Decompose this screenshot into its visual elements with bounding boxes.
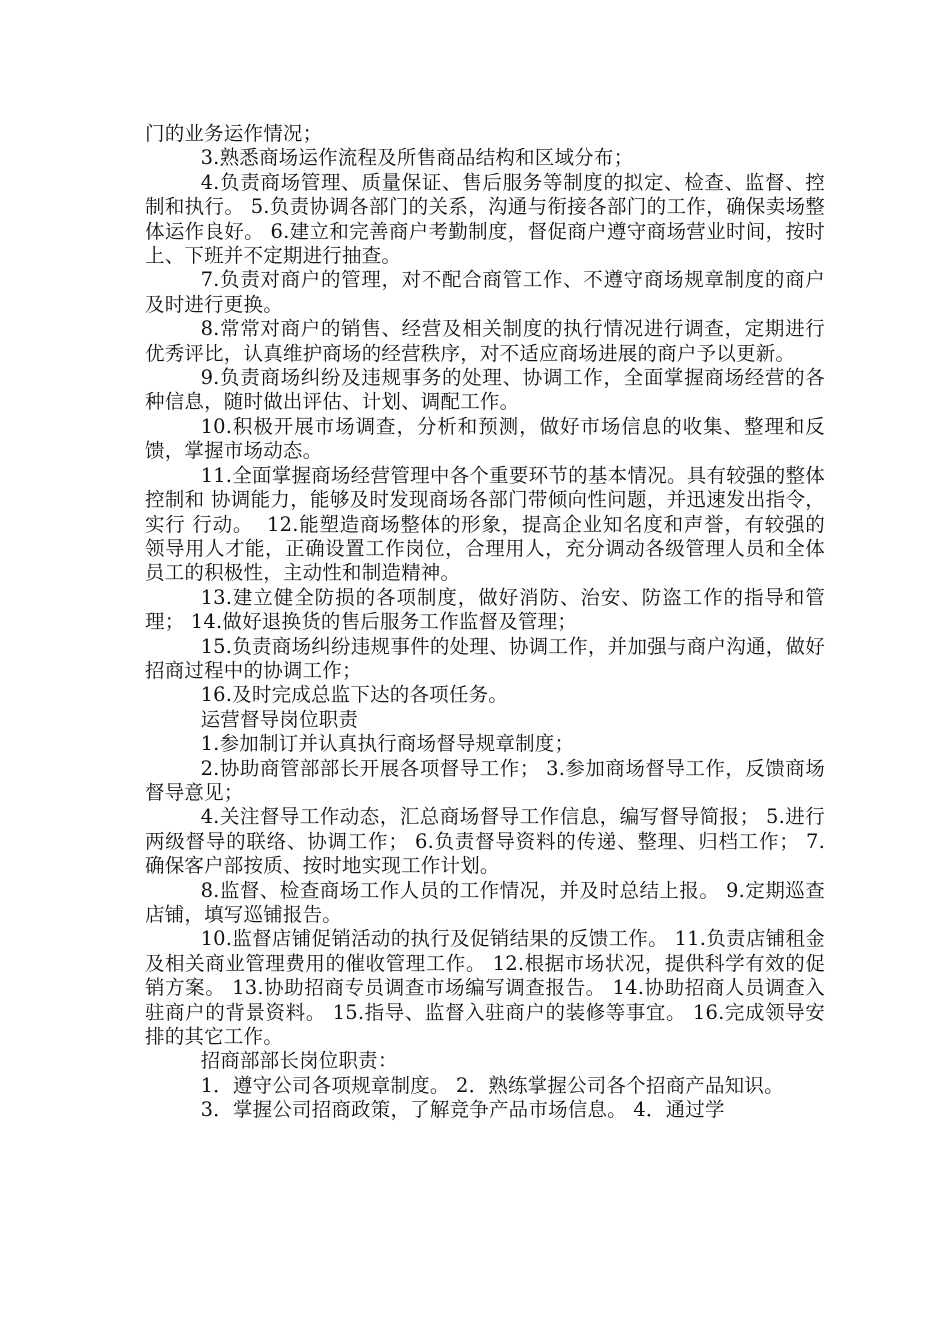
paragraph-7: 10.积极开展市场调查，分析和预测，做好市场信息的收集、整理和反馈，掌握市场动态。 [145,414,825,463]
paragraph-16: 8.监督、检查商场工作人员的工作情况，并及时总结上报。 9.定期巡查店铺，填写巡铺报告。 [145,878,825,926]
paragraph-2: 3.熟悉商场运作流程及所售商品结构和区域分布； [200,146,634,170]
section-heading-operations-supervisor: 运营督导岗位职责 [200,707,359,731]
paragraph-14: 2.协助商管部部长开展各项督导工作； 3.参加商场督导工作，反馈商场督导意见； [145,756,825,804]
paragraph-17: 10.监督店铺促销活动的执行及促销结果的反馈工作。 11.负责店铺租金及相关商业管理费用的催收管理工作。 12.根据市场状况，提供科学有效的促销方案。 13.协助招商专员调查市场编写调查报告。 14.协助招商人员调查入驻商户的背景资料。 15.指导、监督入驻商户的装修等事宜。 16.完成领导安排的其它工作。 [145,927,825,1049]
paragraph-4: 7.负责对商户的管理，对不配合商管工作、不遵守商场规章制度的商户及时进行更换。 [145,268,825,316]
paragraph-1: 门的业务运作情况； [145,122,323,145]
paragraph-6: 9.负责商场纠纷及违规事务的处理、协调工作，全面掌握商场经营的各种信息，随时做出评估、计划、调配工作。 [145,366,825,414]
section-heading-investment-director: 招商部部长岗位职责： [200,1049,398,1073]
paragraph-8: 11.全面掌握商场经营管理中各个重要环节的基本情况。具有较强的整体控制和 协调能力，能够及时发现商场各部门带倾向性问题，并迅速发出指令，实行 行动。 12.能塑造商场整体的形象，提高企业知名度和声誉，有较强的领导用人才能，正确设置工作岗位，合理用人，充分调动各级管理人员和全体员工的积极性，主动性和制造精神。 [145,463,825,585]
paragraph-20: 3．掌握公司招商政策，了解竞争产品市场信息。 4．通过学 [200,1098,725,1122]
paragraph-9: 13.建立健全防损的各项制度，做好消防、治安、防盗工作的指导和管理； 14.做好退换货的售后服务工作监督及管理； [145,585,825,634]
paragraph-11: 16.及时完成总监下达的各项任务。 [200,683,508,707]
paragraph-15: 4.关注督导工作动态，汇总商场督导工作信息，编写督导简报； 5.进行两级督导的联络、协调工作； 6.负责督导资料的传递、整理、归档工作； 7.确保客户部按质、按时地实现工作计划。 [145,805,825,878]
document-body [145,122,825,1123]
paragraph-5: 8.常常对商户的销售、经营及相关制度的执行情况进行调查，定期进行优秀评比，认真维护商场的经营秩序，对不适应商场进展的商户予以更新。 [145,317,825,365]
paragraph-10: 15.负责商场纠纷违规事件的处理、协调工作，并加强与商户沟通，做好招商过程中的协调工作； [145,634,825,682]
paragraph-19: 1．遵守公司各项规章制度。 2．熟练掌握公司各个招商产品知识。 [200,1073,784,1097]
paragraph-3: 4.负责商场管理、质量保证、售后服务等制度的拟定、检查、监督、控制和执行。 5.负责协调各部门的关系，沟通与衔接各部门的工作，确保卖场整体运作良好。 6.建立和完善商户考勤制度，督促商户遵守商场营业时间，按时上、下班并不定期进行抽查。 [145,170,825,268]
paragraph-13: 1.参加制订并认真执行商场督导规章制度； [200,732,575,756]
